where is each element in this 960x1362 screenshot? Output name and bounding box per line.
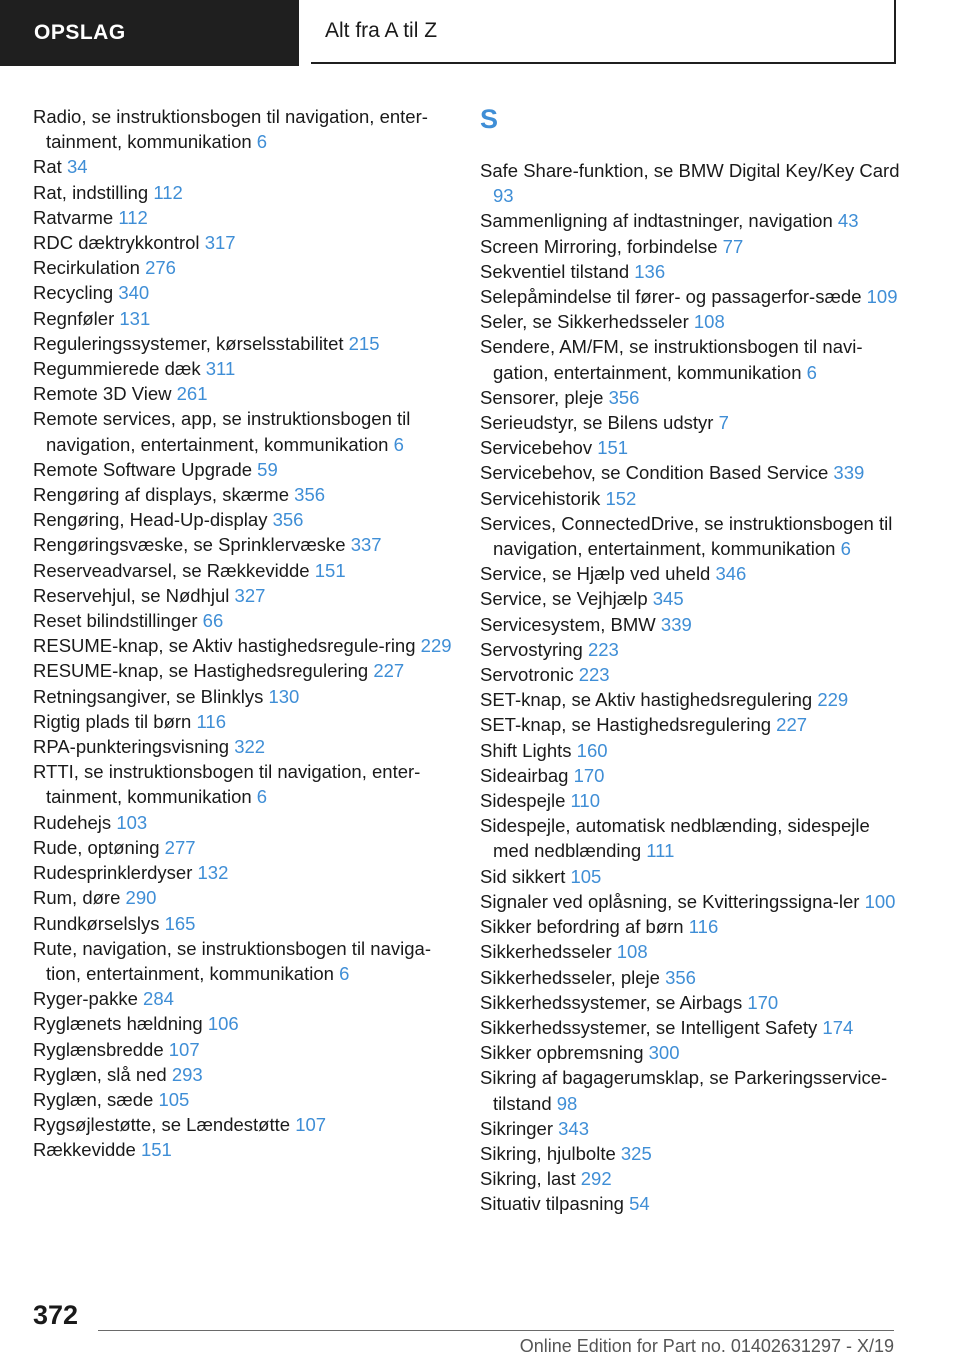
index-entry-term: Ryglæn, slå ned [33,1063,167,1085]
index-entry [33,860,453,885]
index-entry-term: Ryglæn, sæde [33,1088,154,1110]
index-entry-term: Reset bilindstillinger [33,610,198,632]
page-reference-link[interactable]: 66 [202,610,224,632]
index-entry [480,889,910,914]
page-reference-link[interactable]: 277 [164,836,196,858]
page-reference-link[interactable]: 110 [570,790,601,812]
page-reference-link[interactable]: 293 [171,1063,203,1085]
page-reference-link[interactable]: 227 [373,660,405,682]
index-entry-term: RTTI, se instruktionsbogen til navigation, enter‐tainment, kommunikation [33,761,421,808]
index-entry-term: Sensorer, pleje [480,386,604,408]
page-header [0,0,960,66]
index-entry [33,936,453,986]
index-entry [33,255,453,280]
page-reference-link[interactable]: 356 [294,484,326,506]
page-reference-link[interactable]: 116 [196,710,226,732]
index-entry-term: Servotronic [480,664,574,686]
page-reference-link[interactable]: 284 [143,988,174,1010]
page-reference-link[interactable]: 337 [350,534,382,556]
index-entry-term: RESUME-knap, se Aktiv hastighedsregule‐ring [33,635,416,657]
footer-divider [98,1330,894,1331]
page-reference-link[interactable]: 276 [145,257,176,279]
page-reference-link[interactable]: 223 [578,664,610,686]
index-entry [33,457,453,482]
chapter-tab[interactable] [311,0,896,64]
index-entry-term: RESUME-knap, se Hastighedsregulering [33,660,369,682]
index-entry [33,205,453,230]
index-entry-term: Safe Share-funktion, se BMW Digital Key/Key Card [480,160,900,181]
index-entry [480,284,910,309]
index-entry-term: Rudehejs [33,811,112,833]
index-entry-term: Reserveadvarsel, se Rækkevidde [33,559,310,581]
index-entry-term: Servicesystem, BMW [480,613,656,635]
index-letter-heading: S [480,104,499,134]
index-entry-term: Shift Lights [480,739,572,761]
index-entry-term: Rigtig plads til børn [33,710,192,732]
index-entry-term: Regummierede dæk [33,358,201,380]
index-entry-term: Seler, se Sikkerhedsseler [480,311,689,333]
index-entry [33,709,453,734]
index-entry [480,586,910,611]
index-entry-term: Sikkerhedsseler, pleje [480,966,660,988]
edition-note: Online Edition for Part no. 01402631297 - X/19 [519,1336,894,1356]
index-entry [480,1040,910,1065]
index-entry-term: Sikker opbremsning [480,1042,644,1064]
page-reference-link[interactable]: 6 [840,538,851,560]
index-entry-term: Sammenligning af indtastninger, navigation [480,210,833,232]
page-reference-link[interactable]: 136 [634,260,666,282]
page-reference-link[interactable]: 339 [660,613,692,635]
index-entry [33,1112,453,1137]
index-entry-term: Sikring, hjulbolte [480,1142,616,1164]
index-entry-term: Services, ConnectedDrive, se instruktionsbogen til navigation, entertainment, kommunikation [480,512,893,560]
index-entry [480,334,910,384]
index-entry [33,885,453,910]
index-entry [480,612,910,637]
index-entry [480,435,910,460]
index-entry-term: Selepåmindelse til fører- og passagerfor‐sæde [480,286,862,308]
index-entry [480,813,910,863]
index-entry [33,558,453,583]
index-entry [33,1037,453,1062]
page-reference-link[interactable]: 116 [688,916,719,938]
page-reference-link[interactable]: 132 [197,862,229,884]
index-entry [33,684,453,709]
index-entry [33,104,453,154]
index-entry [33,1137,453,1162]
index-entry-term: Rudesprinklerdyser [33,862,193,884]
index-entry-term: Screen Mirroring, forbindelse [480,235,718,257]
index-entry [33,280,453,305]
index-entry [33,810,453,835]
index-entry-term: Sideairbag [480,764,569,786]
index-entry-term: Servicebehov [480,437,593,459]
index-entry [480,208,910,233]
section-label: OPSLAG [34,21,126,44]
index-entry [33,331,453,356]
index-entry-term: Service, se Vejhjælp [480,588,648,610]
index-entry-term: Rat, indstilling [33,181,149,203]
index-entry [33,759,453,809]
index-entry [480,788,910,813]
index-entry-term: Sikker befordring af børn [480,916,684,938]
index-entry-term: Sidespejle, automatisk nedblænding, sidespejle med nedblænding [480,815,870,862]
page-reference-link[interactable]: 6 [393,433,404,455]
index-entry-term: Situativ tilpasning [480,1193,624,1215]
index-entry [33,154,453,179]
page-reference-link[interactable]: 105 [158,1088,190,1110]
index-entry-term: Retningsangiver, se Blinklys [33,685,264,707]
index-entry-term: Remote Software Upgrade [33,458,253,480]
index-entry-term: Radio, se instruktionsbogen til navigation, enter‐tainment, kommunikation [33,106,428,153]
index-entry-term: Sid sikkert [480,865,566,887]
index-entry [480,1166,910,1191]
page-reference-link[interactable]: 343 [558,1117,590,1139]
page-reference-link[interactable]: 100 [864,890,896,912]
index-entry [480,511,910,561]
index-entry [33,734,453,759]
index-entry-term: Servicebehov, se Condition Based Service [480,462,829,484]
index-entry-term: SET-knap, se Hastighedsregulering [480,714,772,736]
index-entry [480,864,910,889]
page-reference-link[interactable]: 108 [616,941,648,963]
page-reference-link[interactable]: 151 [314,559,346,581]
index-entry [33,658,453,683]
page-reference-link[interactable]: 165 [164,912,196,934]
index-entry [480,486,910,511]
page-reference-link[interactable]: 300 [648,1042,680,1064]
index-entry [480,234,910,259]
index-entry-term: Recirkulation [33,257,140,279]
page-reference-link[interactable]: 106 [207,1013,239,1035]
index-entry-term: RDC dæktrykkontrol [33,232,200,254]
page-reference-link[interactable]: 152 [605,487,637,509]
page-reference-link[interactable]: 340 [118,282,150,304]
page-reference-link[interactable]: 59 [257,458,278,480]
index-entry [480,410,910,435]
index-entry [480,662,910,687]
index-entry [33,532,453,557]
index-entry-term: RPA-punkteringsvisning [33,736,230,758]
section-tab[interactable] [0,0,299,66]
index-entry-term: Sekventiel tilstand [480,260,630,282]
index-entry [480,561,910,586]
page-reference-link[interactable]: 327 [234,584,266,606]
index-entry-term: Rengøring af displays, skærme [33,484,290,506]
index-entry-term: Remote services, app, se instruktionsbogen til navigation, entertainment, kommunikation [33,408,411,455]
page-reference-link[interactable]: 290 [125,887,157,909]
page-reference-link[interactable]: 107 [295,1114,327,1136]
index-entry [480,990,910,1015]
page-reference-link[interactable]: 6 [339,962,350,984]
index-entry [33,986,453,1011]
index-entry-term: Servostyring [480,638,583,660]
page-reference-link[interactable]: 345 [652,588,684,610]
page-reference-link[interactable]: 170 [747,991,779,1013]
index-entry-term: Ryger-pakke [33,988,138,1010]
index-entry-term: Sidespejle [480,790,566,812]
index-entry-term: Signaler ved oplåsning, se Kvitteringssigna‐ler [480,890,860,912]
index-entry [480,763,910,788]
page-reference-link[interactable]: 34 [66,156,88,178]
index-entry-term: Sikkerhedssystemer, se Intelligent Safety [480,1016,818,1038]
index-entry [480,259,910,284]
index-entry-term: Ratvarme [33,206,114,228]
page-reference-link[interactable]: 174 [822,1016,854,1038]
page-reference-link[interactable]: 108 [693,311,725,333]
index-entry [480,1141,910,1166]
index-entry-term: Rute, navigation, se instruktionsbogen til naviga‐tion, entertainment, kommunikation [33,937,431,984]
index-entry-term: Service, se Hjælp ved uheld [480,563,711,585]
index-entry-term: Sikring, last [480,1168,576,1190]
page-reference-link[interactable]: 7 [718,412,729,434]
index-entry-term: Rengøringsvæske, se Sprinklervæske [33,534,346,556]
page-reference-link[interactable]: 105 [570,865,602,887]
index-entry [33,180,453,205]
index-entry [33,482,453,507]
page-reference-link[interactable]: 151 [140,1139,172,1161]
index-entry [480,687,910,712]
page-reference-link[interactable]: 325 [620,1142,652,1164]
page-reference-link[interactable]: 98 [556,1092,578,1114]
index-entry [33,406,453,456]
page-reference-link[interactable]: 356 [665,966,696,988]
index-entry-term: Reservehjul, se Nødhjul [33,584,230,606]
index-entry [480,1191,910,1216]
index-entry [33,633,453,658]
index-entry-term: Remote 3D View [33,383,172,405]
page-reference-link[interactable]: 103 [116,811,148,833]
page-reference-link[interactable]: 229 [817,689,849,711]
page-reference-link[interactable]: 339 [833,462,865,484]
index-entry [480,1065,910,1115]
index-entry [33,608,453,633]
page-reference-link[interactable]: 6 [806,361,817,383]
page-reference-link[interactable]: 112 [153,181,183,203]
index-entry [480,939,910,964]
page-reference-link[interactable]: 111 [646,840,675,862]
index-entry [33,911,453,936]
index-entry-term: Regnføler [33,307,115,329]
index-entry [480,385,910,410]
page-reference-link[interactable]: 322 [234,736,266,758]
page-reference-link[interactable]: 112 [118,206,148,228]
index-entry [480,637,910,662]
page-reference-link[interactable]: 54 [629,1193,650,1215]
index-entry-term: Sikkerhedsseler [480,941,612,963]
index-entry-term: Serieudstyr, se Bilens udstyr [480,412,714,434]
index-entry [33,381,453,406]
page-reference-link[interactable]: 292 [580,1168,612,1190]
page-reference-link[interactable]: 311 [205,358,236,380]
index-entry [480,914,910,939]
page-reference-link[interactable]: 227 [776,714,808,736]
page-reference-link[interactable]: 130 [268,685,300,707]
index-entry [33,507,453,532]
page-reference-link[interactable]: 109 [866,286,898,308]
page-reference-link[interactable]: 346 [715,563,747,585]
index-entry-term: Rat [33,156,62,178]
index-entry-term: Rude, optøning [33,836,160,858]
index-entry [480,460,910,485]
index-entry [33,835,453,860]
page-reference-link[interactable]: 107 [168,1038,200,1060]
index-entry-term: Recycling [33,282,114,304]
index-entry-term: Rygsøjlestøtte, se Lændestøtte [33,1114,291,1136]
index-entry [33,583,453,608]
index-entry-term: Sikkerhedssystemer, se Airbags [480,991,743,1013]
index-entry-term: Rengøring, Head-Up-display [33,509,268,531]
page-reference-link[interactable]: 170 [573,764,605,786]
index-entry-term: Sikringer [480,1117,553,1139]
page-reference-link[interactable]: 6 [256,131,268,153]
page-reference-link[interactable]: 6 [256,786,268,808]
index-entry [33,306,453,331]
page-number: 372 [33,1300,79,1330]
index-entry-term: Sendere, AM/FM, se instruktionsbogen til navi‐gation, entertainment, kommunikation [480,336,863,383]
index-entry [480,309,910,334]
index-entry [480,1015,910,1040]
page-reference-link[interactable]: 151 [597,437,629,459]
page-reference-link[interactable]: 317 [204,232,236,254]
index-entry [33,356,453,381]
index-entry-term: Rækkevidde [33,1139,136,1161]
page-reference-link[interactable]: 223 [587,638,619,660]
page-reference-link[interactable]: 43 [837,210,859,232]
index-entry [480,712,910,737]
page-reference-link[interactable]: 77 [722,235,744,257]
page-reference-link[interactable]: 356 [608,386,640,408]
page-reference-link[interactable]: 215 [348,332,380,354]
index-entry-term: Sikring af bagagerumsklap, se Parkeringsservice‐tilstand [480,1067,888,1114]
index-column-left [33,104,453,1163]
index-entry-term: Rundkørselslys [33,912,160,934]
index-entry [33,230,453,255]
chapter-label: Alt fra A til Z [325,19,438,42]
index-entry-term: Servicehistorik [480,487,601,509]
page-reference-link[interactable]: 160 [576,739,608,761]
index-entry-term: Ryglænsbredde [33,1038,164,1060]
index-entry [480,158,910,208]
index-entry [33,1087,453,1112]
index-column-right [480,104,910,1217]
page-reference-link[interactable]: 356 [272,509,304,531]
index-entry [33,1011,453,1036]
index-entry [480,965,910,990]
page-reference-link[interactable]: 93 [493,185,514,207]
page-reference-link[interactable]: 261 [176,383,208,405]
index-entry [480,738,910,763]
index-entry-term: Ryglænets hældning [33,1013,203,1035]
index-entry-term: SET-knap, se Aktiv hastighedsregulering [480,689,813,711]
page-reference-link[interactable]: 229 [420,635,452,657]
index-entry-term: Rum, døre [33,887,121,909]
index-entry [33,1062,453,1087]
page-reference-link[interactable]: 131 [119,307,151,329]
index-entry [480,1116,910,1141]
index-entry-term: Reguleringssystemer, kørselsstabilitet [33,332,344,354]
